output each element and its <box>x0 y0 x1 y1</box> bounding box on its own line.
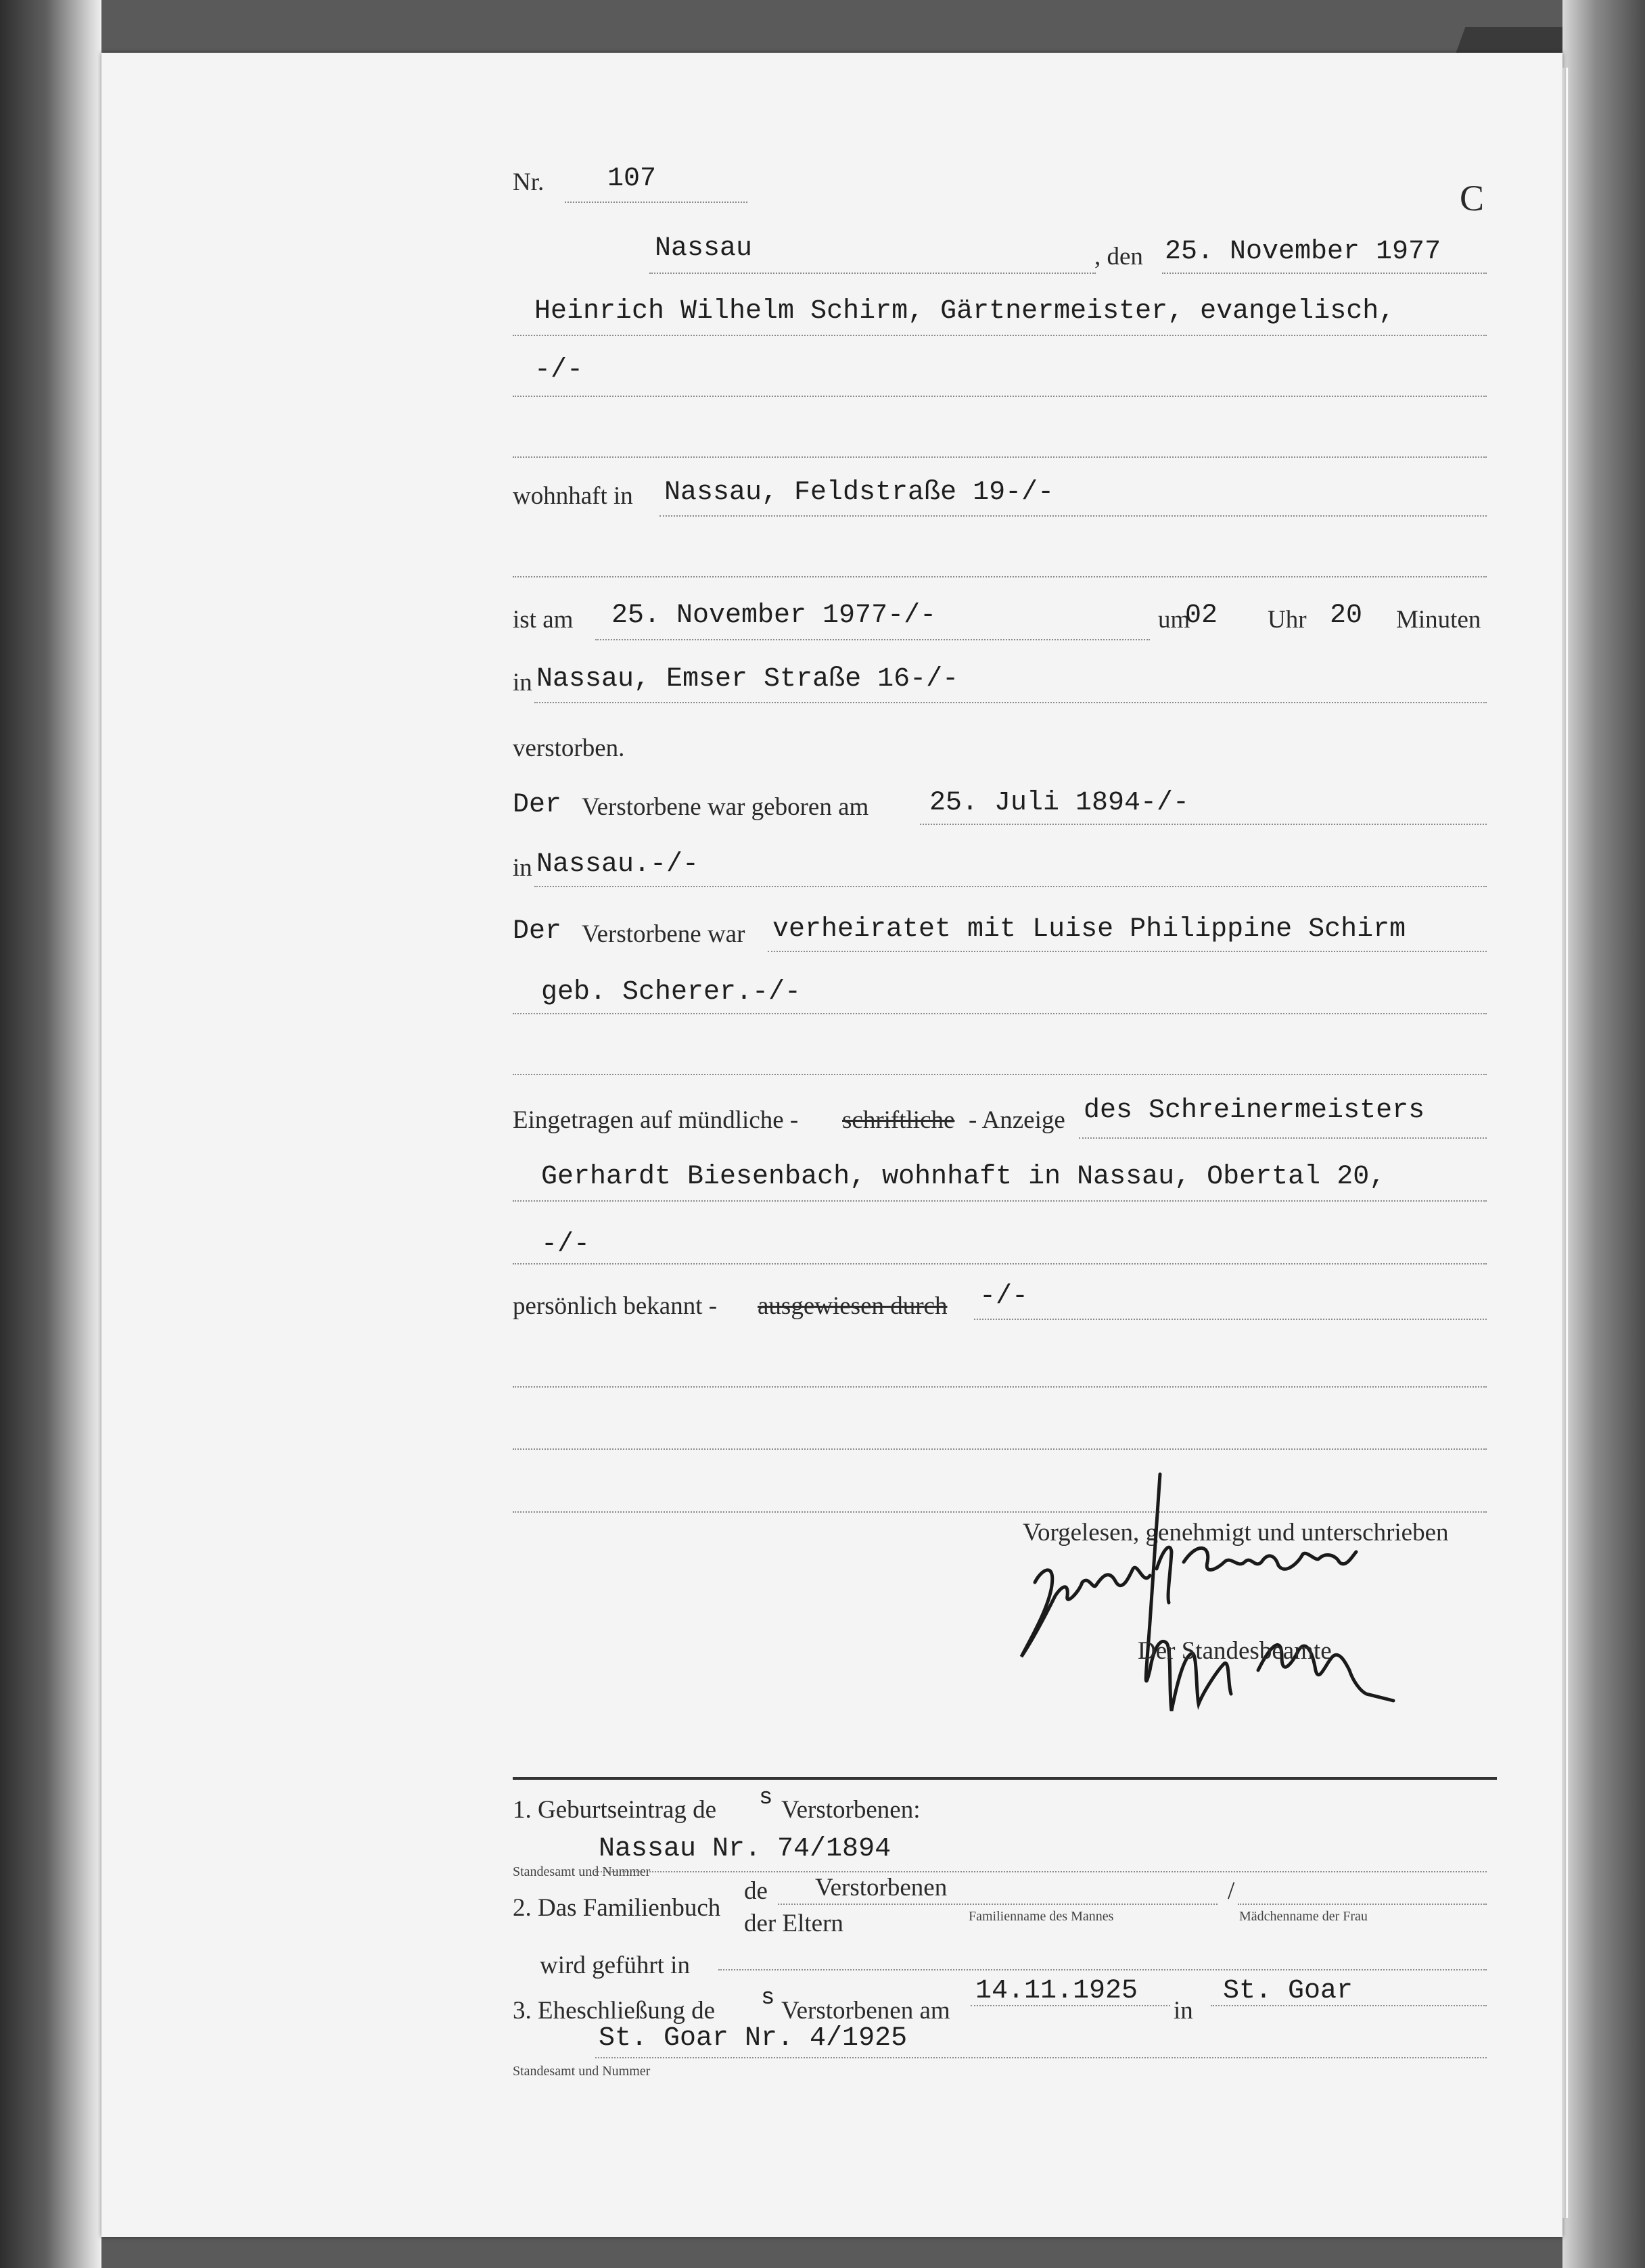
note-2-value: Verstorbenen <box>815 1874 948 1901</box>
note-3-place: St. Goar <box>1223 1976 1353 2006</box>
place-rule <box>649 273 1096 274</box>
note-2-kept-rule <box>718 1969 1487 1970</box>
nr-label: Nr. <box>513 168 545 196</box>
registration-text-3: -/- <box>541 1229 590 1260</box>
note-2-der-eltern: der Eltern <box>744 1910 843 1937</box>
blank-rule-5 <box>513 1448 1487 1450</box>
note-3-office-label: Standesamt und Nummer <box>513 2064 651 2079</box>
registration-rule-2 <box>513 1200 1487 1202</box>
known-label: persönlich bekannt - <box>513 1292 718 1320</box>
death-hour: 02 <box>1185 600 1218 631</box>
verstorben-label: verstorben. <box>513 734 625 762</box>
known-rule <box>974 1319 1487 1320</box>
note-1-label: 1. Geburtseintrag de <box>513 1796 717 1824</box>
den-label: , den <box>1094 243 1143 270</box>
known-value: -/- <box>979 1281 1029 1312</box>
note-1-suffix: s <box>759 1785 773 1811</box>
declarant-line-1: Heinrich Wilhelm Schirm, Gärtnermeister, evangelisch, <box>534 296 1395 327</box>
registration-text-2: Gerhardt Biesenbach, wohnhaft in Nassau, Obertal 20, <box>541 1162 1386 1192</box>
note-2-kept-label: wird geführt in <box>540 1952 690 1979</box>
marriage-rule-1 <box>768 951 1487 952</box>
note-1-label-end: Verstorbenen: <box>781 1796 921 1824</box>
marriage-line-1: verheiratet mit Luise Philippine Schirm <box>772 914 1406 945</box>
note-3-date: 14.11.1925 <box>975 1976 1138 2006</box>
note-1-value: Nassau Nr. 74/1894 <box>599 1834 891 1864</box>
note-3-place-rule <box>1211 2005 1487 2006</box>
register-letter: C <box>1460 178 1485 218</box>
section-divider <box>513 1777 1497 1780</box>
nr-rule <box>565 202 747 203</box>
note-2-husband-rule <box>778 1904 1218 1905</box>
registration-struck-written: schriftliche <box>842 1106 955 1134</box>
death-minute: 20 <box>1330 600 1363 631</box>
blank-rule-1 <box>513 456 1487 458</box>
birth-place-label: in <box>513 854 532 882</box>
registration-text-1: des Schreinermeisters <box>1084 1095 1425 1126</box>
note-2-de: de <box>744 1877 768 1905</box>
death-place-rule <box>534 702 1487 703</box>
birth-label: Verstorbene war geboren am <box>582 793 869 821</box>
book-binding-left <box>0 0 101 2268</box>
residence-label: wohnhaft in <box>513 482 633 510</box>
handwritten-signatures <box>1015 1467 1461 1765</box>
note-3-suffix: s <box>761 1985 775 2011</box>
note-1-office-label: Standesamt und Nummer <box>513 1864 651 1879</box>
registrar-label: Der Standesbeamte <box>1138 1637 1332 1665</box>
book-cover-right <box>1562 0 1645 2268</box>
death-date: 25. November 1977-/- <box>611 600 937 631</box>
note-2-husband-label: Familienname des Mannes <box>969 1909 1114 1924</box>
marriage-rule-2 <box>513 1013 1487 1014</box>
declarant-line-2: -/- <box>534 355 584 385</box>
declarant-rule-2 <box>513 396 1487 397</box>
note-3-rule <box>595 2057 1487 2058</box>
note-3-in-label: in <box>1174 1997 1193 2025</box>
death-place: Nassau, Emser Straße 16-/- <box>536 664 959 694</box>
note-3-label: 3. Eheschließung de <box>513 1997 715 2025</box>
place-of-registration: Nassau <box>655 233 753 264</box>
death-place-label: in <box>513 669 532 696</box>
death-date-rule <box>595 639 1150 640</box>
note-3-value: St. Goar Nr. 4/1925 <box>599 2023 908 2054</box>
registration-rule-1 <box>1079 1137 1487 1139</box>
residence-rule <box>659 515 1487 517</box>
date-rule <box>1162 273 1487 274</box>
birth-place: Nassau.-/- <box>536 849 699 880</box>
declarant-rule-1 <box>513 335 1487 336</box>
note-2-wife-rule <box>1238 1904 1487 1905</box>
residence-value: Nassau, Feldstraße 19-/- <box>664 477 1055 508</box>
minuten-label: Minuten <box>1396 606 1481 634</box>
blank-rule-4 <box>513 1386 1487 1388</box>
uhr-label: Uhr <box>1268 606 1307 634</box>
blank-rule-2 <box>513 576 1487 577</box>
note-1-rule <box>595 1871 1487 1872</box>
birth-date: 25. Juli 1894-/- <box>929 788 1190 818</box>
note-3-date-rule <box>971 2005 1170 2006</box>
registration-label-suffix: - Anzeige <box>969 1106 1065 1134</box>
death-date-label: ist am <box>513 606 574 634</box>
note-2-slash: / <box>1228 1877 1235 1905</box>
marriage-der-prefix: Der <box>513 916 562 947</box>
blank-rule-3 <box>513 1074 1487 1075</box>
birth-date-rule <box>920 824 1487 825</box>
note-2-wife-label: Mädchenname der Frau <box>1239 1909 1368 1924</box>
um-label: um <box>1158 606 1190 634</box>
registration-label-prefix: Eingetragen auf mündliche - <box>513 1106 799 1134</box>
marriage-line-2: geb. Scherer.-/- <box>541 977 802 1008</box>
known-struck-identified: ausgewiesen durch <box>758 1292 948 1320</box>
nr-value: 107 <box>607 164 657 194</box>
registration-rule-3 <box>513 1263 1487 1265</box>
note-3-label-mid: Verstorbenen am <box>781 1997 950 2025</box>
note-2-label: 2. Das Familienbuch <box>513 1894 721 1922</box>
registration-date: 25. November 1977 <box>1165 237 1441 267</box>
birth-place-rule <box>534 886 1487 887</box>
read-approved-label: Vorgelesen, genehmigt und unterschrieben <box>1023 1519 1449 1546</box>
marriage-label: Verstorbene war <box>582 920 745 948</box>
birth-der-prefix: Der <box>513 790 562 820</box>
